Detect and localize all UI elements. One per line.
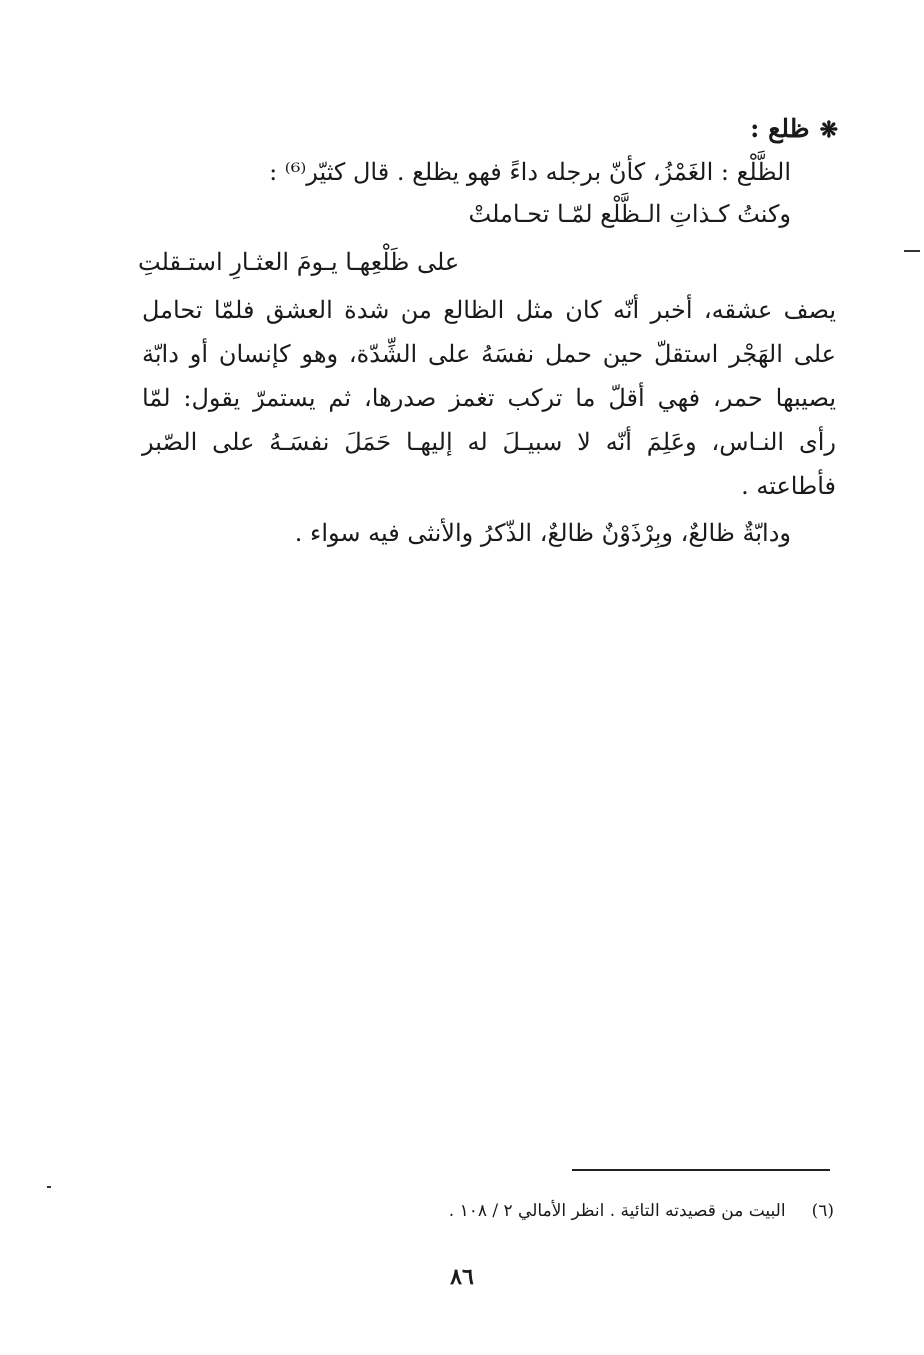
paragraph-line: فأطاعته . [741, 472, 836, 500]
margin-mark [47, 1186, 51, 1188]
star-ornament-icon: ❋ [819, 117, 838, 143]
footnote-number: (٦) [811, 1201, 834, 1221]
verse-first-half: وكنتُ كـذاتِ الـظَّلْع لمّـا تحـاملتْ [468, 200, 791, 228]
footnote-separator [572, 1169, 830, 1171]
definition-line: الظَّلْع : الغَمْزُ، كأنّ برجله داءً فهو يظلع . قال كثيّر⁽⁶⁾ : [269, 158, 791, 186]
paragraph-line: رأى النـاس، وعَلِمَ أنّه لا سبيـلَ له إليهـا حَمَلَ نفسَـهُ على الصّبر [142, 428, 836, 456]
paragraph-line: يصيبها حمر، فهي أقلّ ما تركب تغمز صدرها، ثم يستمرّ يقول: لمّا [142, 384, 836, 412]
footnote [449, 1199, 834, 1223]
entry-heading [750, 112, 838, 147]
paragraph-line: على الهَجْر استقلّ حين حمل نفسَهُ على الشِّدّة، وهو كإنسان أو دابّة [142, 340, 836, 368]
entry-heading-word: ظلع : [750, 114, 810, 143]
footnote-text: البيت من قصيدته التائية . انظر الأمالي ٢ / ١٠٨ . [448, 1201, 786, 1221]
page-number: ٨٦ [450, 1264, 474, 1290]
paragraph-line: يصف عشقه، أخبر أنّه كان مثل الظالع من شدة العشق فلمّا تحامل [142, 296, 837, 324]
closing-line: ودابّةٌ ظالعٌ، وبِرْذَوْنٌ ظالعٌ، الذّكرُ والأنثى فيه سواء . [294, 519, 791, 547]
commentary-paragraph [142, 294, 836, 514]
margin-mark [904, 250, 920, 252]
verse-second-half: على ظَلْعِهـا يـومَ العثـارِ استـقلتِ [138, 248, 460, 276]
